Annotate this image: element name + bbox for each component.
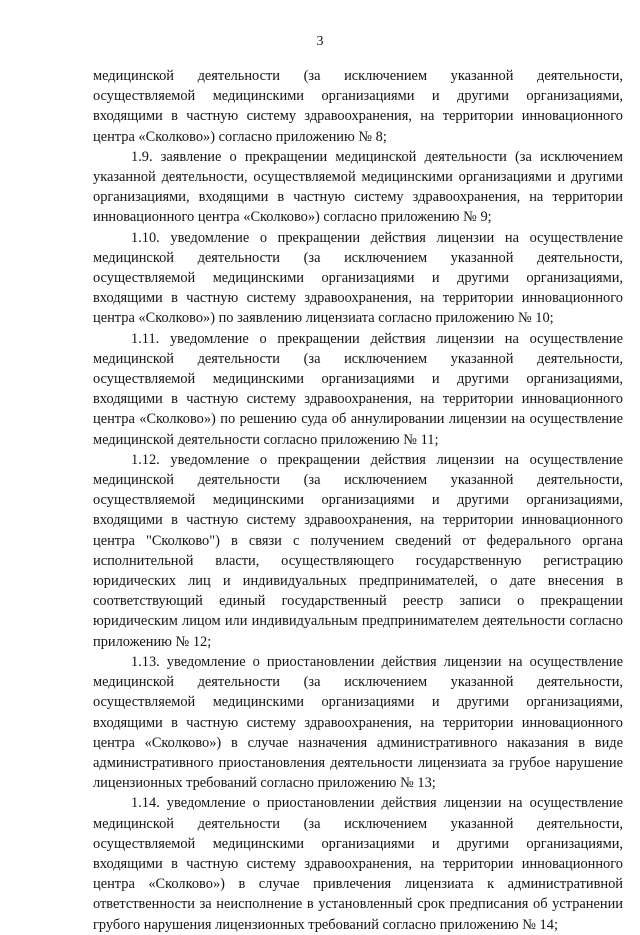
paragraph-1-14: 1.14. уведомление о приостановлении действия лицензии на осуществление медицинской деятельности (за исключением указанной деятельности, осуществляемой медицинскими организациями и другими организациями, входящими в частную систему здравоохранения, на территории инновационного центра «Сколково») в случае привлечения лицензиата к административной ответственности за неисполнение в установленный срок предписания об устранении грубого нарушения лицензионных требований согласно приложению № 14; [93,795,623,933]
page-number: 3 [316,34,324,49]
paragraph-1-13: 1.13. уведомление о приостановлении действия лицензии на осуществление медицинской деятельности (за исключением указанной деятельности, осуществляемой медицинскими организациями и другими организациями, входящими в частную систему здравоохранения, на территории инновационного центра «Сколково») в случае назначения административного наказания в виде административного приостановления деятельности лицензиата за грубое нарушение лицензионных требований согласно приложению № 13; [93,653,623,792]
paragraph-1-11: 1.11. уведомление о прекращении действия лицензии на осуществление медицинской деятельности (за исключением указанной деятельности, осуществляемой медицинскими организациями и другими организациями, входящими в частную систему здравоохранения, на территории инновационного центра «Сколково») по решению суда об аннулировании лицензии на осуществление медицинской деятельности согласно приложению № 11; [93,330,623,448]
paragraph-continuation: медицинской деятельности (за исключением указанной деятельности, осуществляемой медицинскими организациями и другими организациями, входящими в частную систему здравоохранения, на территории инновационного центра «Сколково») согласно приложению № 8; [93,68,623,145]
paragraph-1-10: 1.10. уведомление о прекращении действия лицензии на осуществление медицинской деятельности (за исключением указанной деятельности, осуществляемой медицинскими организациями и другими организациями, входящими в частную систему здравоохранения, на территории инновационного центра «Сколково») по заявлению лицензиата согласно приложению № 10; [93,229,623,327]
paragraph-1-12: 1.12. уведомление о прекращении действия лицензии на осуществление медицинской деятельности (за исключением указанной деятельности, осуществляемой медицинскими организациями и другими организациями, входящими в частную систему здравоохранения, на территории инновационного центра "Сколково") в связи с получением сведений от федерального органа исполнительной власти, осуществляющего государственную регистрацию юридических лиц и индивидуальных предпринимателей, о дате внесения в соответствующий единый государственный реестр записи о прекращении юридическим лицом или индивидуальным предпринимателем деятельности согласно приложению № 12; [93,451,623,650]
document-body [93,66,623,935]
paragraph-1-9: 1.9. заявление о прекращении медицинской деятельности (за исключением указанной деятельности, осуществляемой медицинскими организациями и другими организациями, входящими в частную систему здравоохранения, на территории инновационного центра «Сколково») согласно приложению № 9; [93,148,623,226]
